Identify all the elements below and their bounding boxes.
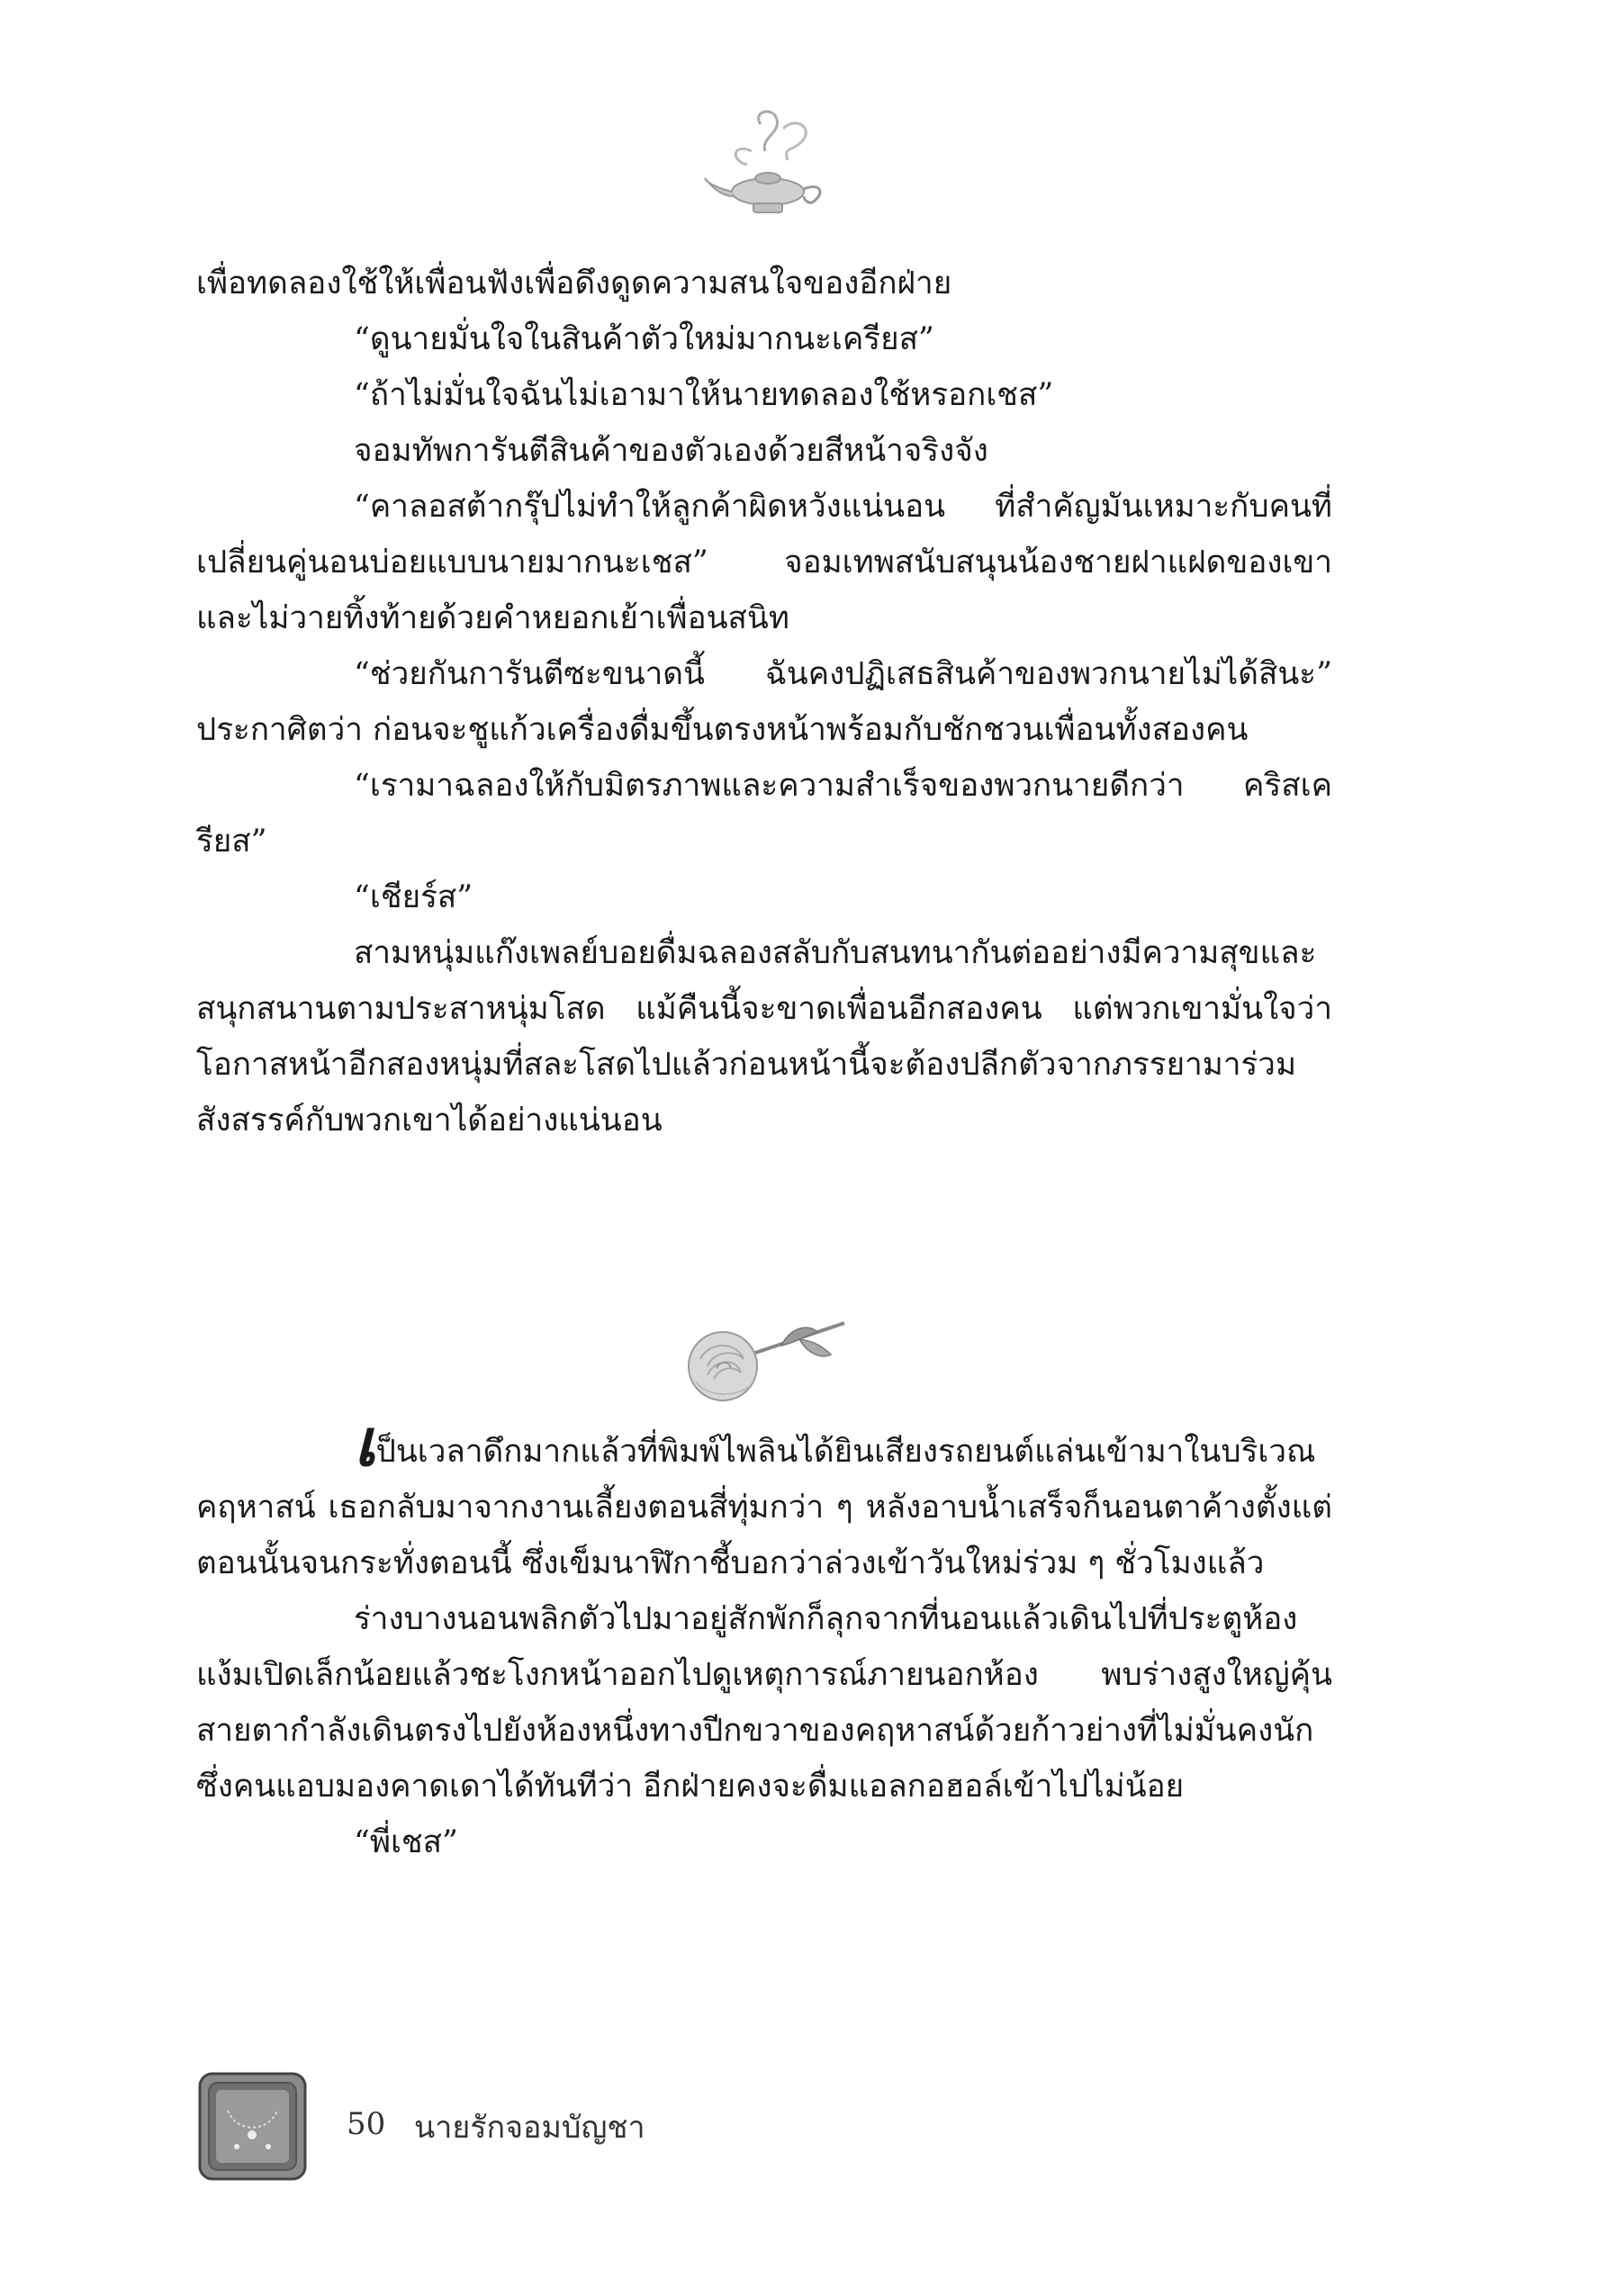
- paragraph: “คาลอสต้ากรุ๊ปไม่ทำให้ลูกค้าผิดหวังแน่นอน ที่สำคัญมันเหมาะกับคนที่เปลี่ยนคู่นอนบ่อยแบบนายมากนะเชส” จอมเทพสนับสนุนน้องชายฝาแฝดของเขา และไม่วายทิ้งท้ายด้วยคำหยอกเย้าเพื่อนสนิท: [196, 489, 1332, 636]
- paragraph: ร่างบางนอนพลิกตัวไปมาอยู่สักพักก็ลุกจากที่นอนแล้วเดินไปที่ประตูห้อง แง้มเปิดเล็กน้อยแล้วชะโงกหน้าออกไปดูเหตุการณ์ภายนอกห้อง พบร่างสูงใหญ่คุ้นสายตากำลังเดินตรงไปยังห้องหนึ่งทางปีกขวาของคฤหาสน์ด้วยก้าวย่างที่ไม่มั่นคงนัก ซึ่งคนแอบมองคาดเดาได้ทันทีว่า อีกฝ่ายคงจะดื่มแอลกอฮอล์เข้าไปไม่น้อย: [196, 1601, 1332, 1805]
- jewelry-box-icon: [196, 2070, 309, 2183]
- main-text-section-2: [196, 1405, 1332, 1870]
- book-title: นายรักจอมบัญชา: [414, 2110, 645, 2146]
- drop-cap: เ: [354, 1405, 376, 1481]
- paragraph: “ดูนายมั่นใจในสินค้าตัวใหม่มากนะเครียส”: [354, 321, 934, 357]
- paragraph: “เรามาฉลองให้กับมิตรภาพและความสำเร็จของพวกนายดีกว่า คริสเครียส”: [196, 768, 1332, 860]
- page-number: 50: [347, 2106, 386, 2142]
- paragraph: “เชียร์ส”: [354, 879, 473, 915]
- paragraph: “ช่วยกันการันตีซะขนาดนี้ ฉันคงปฏิเสธสินค้าของพวกนายไม่ได้สินะ” ประกาศิตว่า ก่อนจะชูแก้วเครื่องดื่มขึ้นตรงหน้าพร้อมกับชักชวนเพื่อนทั้งสองคน: [196, 656, 1332, 748]
- paragraph: เพื่อทดลองใช้ให้เพื่อนฟังเพื่อดึงดูดความสนใจของอีกฝ่าย: [196, 266, 952, 302]
- magic-lamp-icon: [698, 106, 833, 228]
- rose-icon: [673, 1305, 853, 1413]
- paragraph: จอมทัพการันตีสินค้าของตัวเองด้วยสีหน้าจริงจัง: [354, 433, 988, 469]
- main-text-section-1: [196, 256, 1332, 1148]
- paragraph: “พี่เชส”: [354, 1824, 458, 1860]
- paragraph-text: ป็นเวลาดึกมากแล้วที่พิมพ์ไพลินได้ยินเสียงรถยนต์แล่นเข้ามาในบริเวณคฤหาสน์ เธอกลับมาจากงานเลี้ยงตอนสี่ทุ่มกว่า ๆ หลังอาบน้ำเสร็จก็นอนตาค้างตั้งแต่ตอนนั้นจนกระทั่งตอนนี้ ซึ่งเข็มนาฬิกาชี้บอกว่าล่วงเข้าวันใหม่ร่วม ๆ ชั่วโมงแล้ว: [196, 1434, 1332, 1581]
- paragraph: “ถ้าไม่มั่นใจฉันไม่เอามาให้นายทดลองใช้หรอกเชส”: [354, 377, 1054, 413]
- paragraph: สามหนุ่มแก๊งเพลย์บอยดื่มฉลองสลับกับสนทนากันต่ออย่างมีความสุขและสนุกสนานตามประสาหนุ่มโสด แม้คืนนี้จะขาดเพื่อนอีกสองคน แต่พวกเขามั่นใจว่า โอกาสหน้าอีกสองหนุ่มที่สละโสดไปแล้วก่อนหน้านี้จะต้องปลีกตัวจากภรรยามาร่วมสังสรรค์กับพวกเขาได้อย่างแน่นอน: [196, 935, 1332, 1139]
- paragraph: [196, 1405, 1332, 1591]
